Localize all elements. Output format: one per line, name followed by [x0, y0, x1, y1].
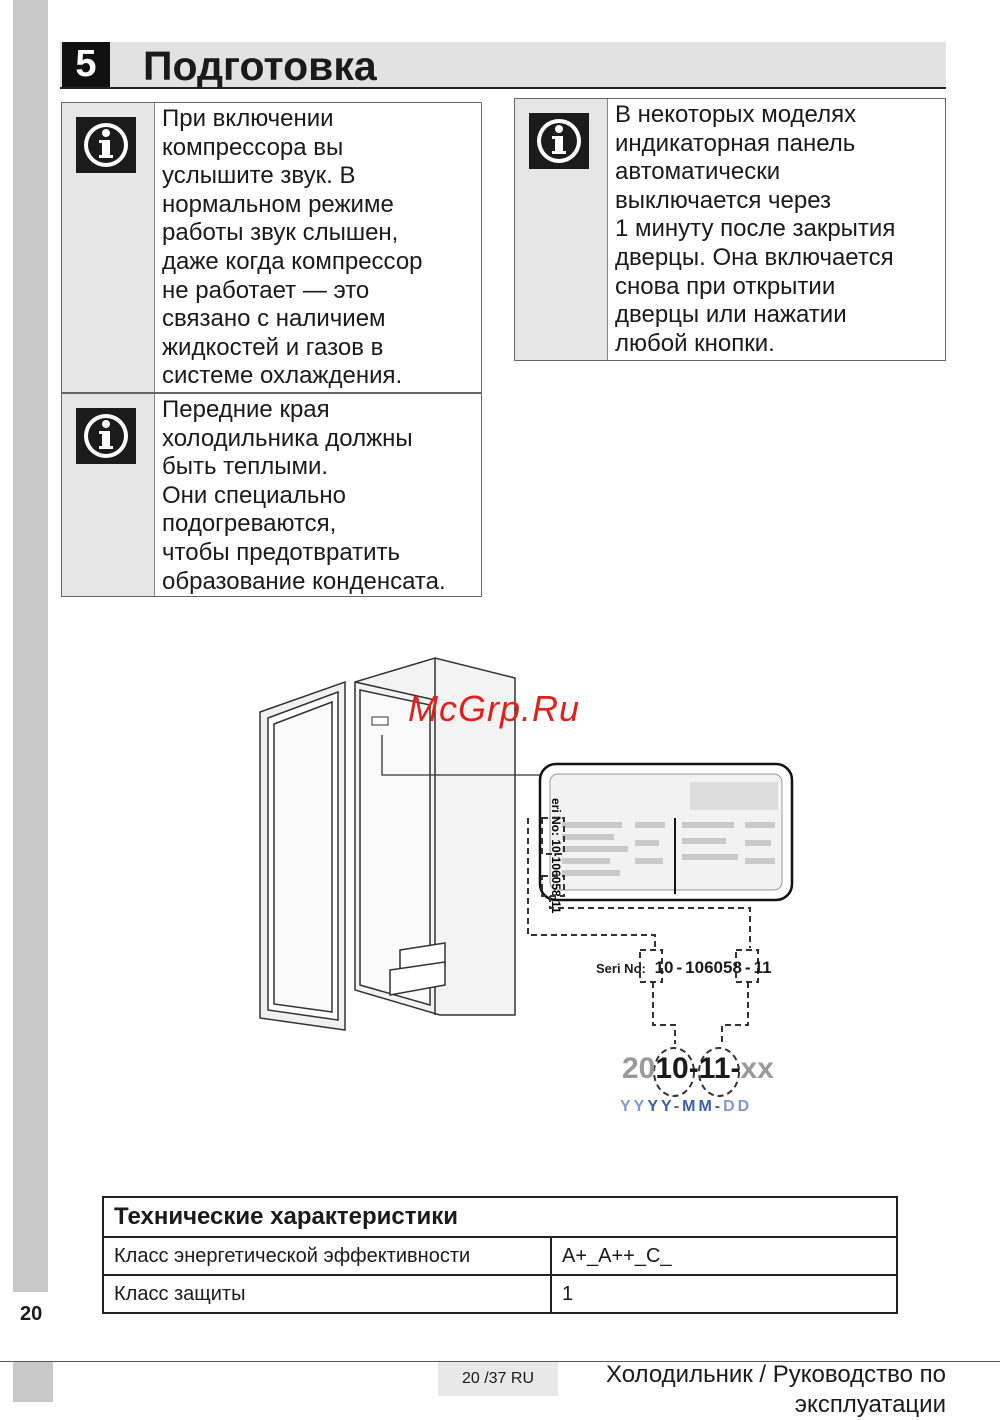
spec-value: 1 — [562, 1283, 574, 1305]
page-number: 20 — [20, 1303, 43, 1325]
section-number: 5 — [62, 42, 110, 87]
info-note-compressor — [61, 102, 482, 393]
serial-prefix: Seri No: — [596, 961, 646, 976]
date-prefix: 20 — [622, 1052, 656, 1085]
serial-month: 11 — [753, 958, 772, 977]
production-date: 2010-11-xx — [622, 1052, 774, 1085]
serial-middle: 106058 — [685, 958, 742, 977]
date-day: xx — [740, 1052, 774, 1085]
technical-specs-table — [102, 1196, 898, 1314]
footer-doc-title: Холодильник / Руководство по эксплуатации — [606, 1361, 946, 1418]
section-title: Подготовка — [143, 43, 377, 89]
watermark: McGrp.Ru — [408, 688, 581, 729]
note-text: При включении компрессора вы услышите звук. В нормальном режиме работы звук слышен, даже когда компрессор не работает — это связано с наличием жидкостей и газов в системе охлаждения. — [155, 103, 481, 392]
date-month: 11 — [698, 1052, 731, 1085]
info-note-indicator-panel — [514, 98, 946, 361]
info-note-front-edges — [61, 393, 482, 597]
info-icon — [529, 113, 589, 169]
footer-page-ref: 20 /37 RU — [438, 1362, 558, 1396]
date-format-legend: YYYY-MM-DD — [620, 1098, 753, 1115]
info-icon — [76, 117, 136, 173]
spec-label: Класс защиты — [104, 1276, 552, 1312]
footer-marker — [13, 1362, 53, 1402]
date-year: 10 — [655, 1052, 689, 1085]
table-row — [104, 1274, 896, 1312]
label-serial-vertical: eri No: 10-106058-11 — [549, 798, 563, 914]
specs-title: Технические характеристики — [104, 1198, 896, 1238]
table-row — [104, 1238, 896, 1274]
spec-value: A+_A++_C_ — [562, 1245, 672, 1267]
info-icon — [76, 408, 136, 464]
note-text: Передние края холодильника должны быть теплыми. Они специально подогреваются, чтобы предотвратить образование конденсата. — [155, 394, 481, 596]
note-text: В некоторых моделях индикаторная панель автоматически выключается через 1 минуту после закрытия дверцы. Она включается снова при открытии дверцы или нажатии любой кнопки. — [608, 99, 945, 360]
spec-label: Класс энергетической эффективности — [104, 1238, 552, 1274]
serial-number-callout: Seri No: 10 - 106058 - 11 — [596, 958, 772, 977]
page-side-bar — [13, 0, 48, 1292]
serial-year: 10 — [654, 958, 674, 977]
